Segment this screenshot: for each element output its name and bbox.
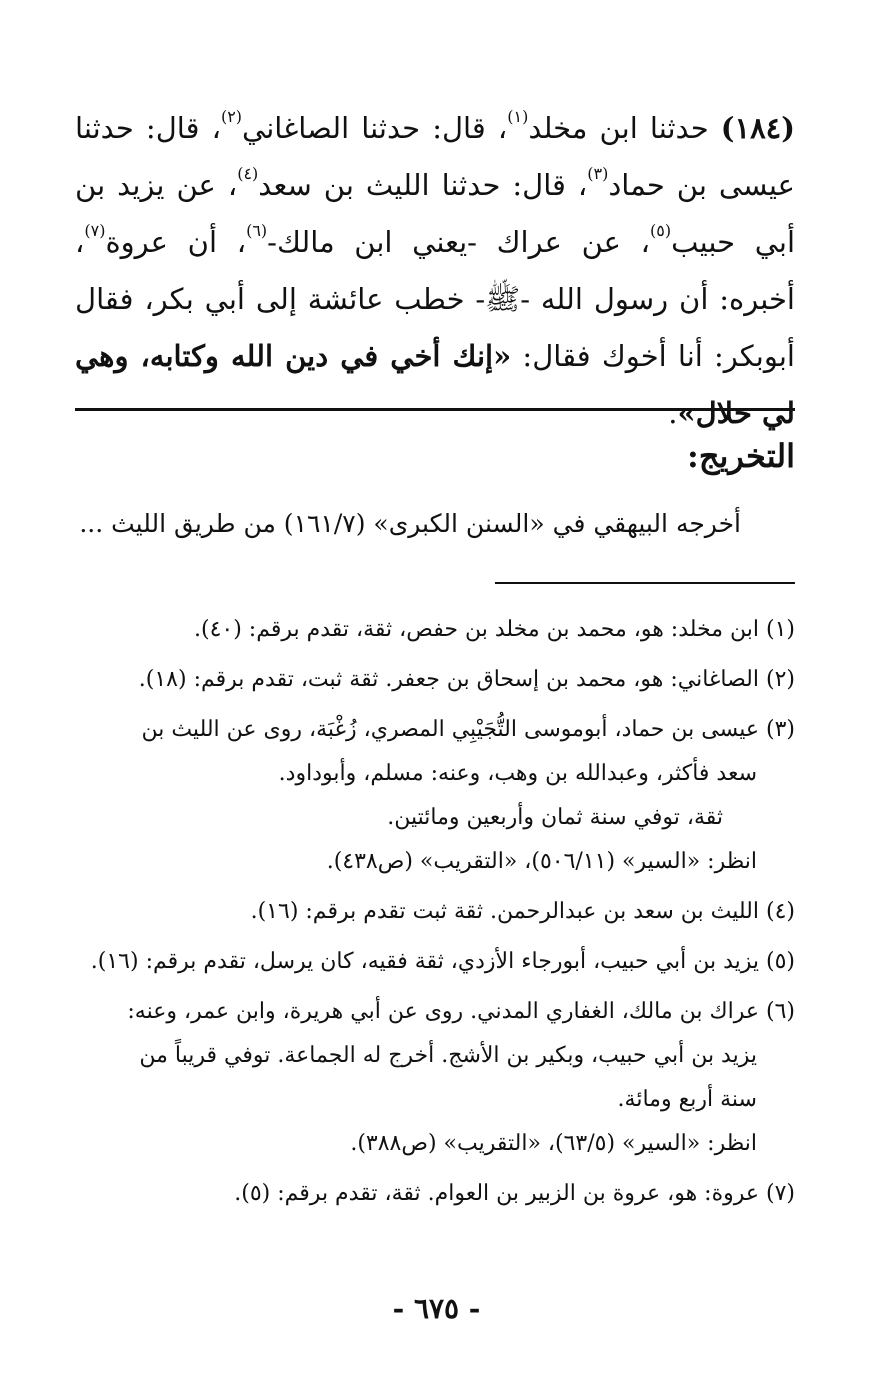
footnote-ref: (٣)	[587, 164, 609, 183]
footnotes	[75, 608, 795, 1222]
footnote-7	[75, 1172, 795, 1216]
footnote-ref: (٦)	[246, 221, 268, 240]
footnote-ref: (٢)	[220, 107, 243, 126]
hadith-segment: ، عن عراك -يعني ابن مالك-	[267, 225, 651, 259]
footnote-line: انظر: «السير» (٥٠٦/١١)، «التقريب» (ص٤٣٨).	[326, 849, 757, 874]
hadith-segment: ، قال: حدثنا عيسى بن حماد	[75, 111, 795, 202]
footnote-line: (٥) يزيد بن أبي حبيب، أبورجاء الأزدي، ثقة فقيه، كان يرسل، تقدم برقم: (١٦).	[90, 949, 795, 974]
footnote-ref: (٧)	[84, 221, 106, 240]
hadith-segment: ، قال: حدثنا الليث بن سعد	[258, 168, 588, 202]
footnote-ref: (٥)	[650, 221, 672, 240]
sentence-end: .	[668, 396, 678, 430]
footnote-divider	[495, 582, 795, 584]
hadith-segment: ، عن يزيد بن أبي حبيب	[75, 168, 795, 259]
footnote-4	[75, 890, 795, 934]
hadith-text	[75, 100, 795, 442]
footnote-6	[75, 990, 795, 1166]
takhrij-text: أخرجه البيهقي في «السنن الكبرى» (١٦١/٧) من طريق الليث ...	[79, 509, 741, 538]
footnote-line: (٤) الليث بن سعد بن عبدالرحمن. ثقة ثبت تقدم برقم: (١٦).	[250, 899, 795, 924]
footnote-line: (٣) عيسى بن حماد، أبوموسى التُّجَيْبِي المصري، زُغْبَة، روى عن الليث بن	[141, 717, 795, 742]
section-divider	[75, 408, 795, 411]
footnote-ref: (١)	[507, 107, 529, 126]
hadith-segment: ، أن عروة	[105, 225, 247, 259]
footnote-line: سنة أربع ومائة.	[617, 1087, 757, 1112]
footnote-line: سعد فأكثر، وعبدالله بن وهب، وعنه: مسلم، وأبوداود.	[278, 761, 757, 786]
footnote-line: انظر: «السير» (٦٣/٥)، «التقريب» (ص٣٨٨).	[350, 1131, 757, 1156]
footnote-line: (٢) الصاغاني: هو، محمد بن إسحاق بن جعفر. ثقة ثبت، تقدم برقم: (١٨).	[138, 667, 795, 692]
footnote-5	[75, 940, 795, 984]
hadith-segment: ، قال: حدثنا الصاغاني	[242, 111, 508, 145]
footnote-line: (٦) عراك بن مالك، الغفاري المدني. روى عن أبي هريرة، وابن عمر، وعنه:	[127, 999, 795, 1024]
hadith-segment: ، أخبره: أن رسول الله -ﷺ- خطب عائشة إلى أبي بكر، فقال أبوبكر: أنا أخوك فقال:	[75, 225, 795, 373]
hadith-segment: حدثنا ابن مخلد	[528, 111, 721, 145]
takhrij-heading: التخريج:	[687, 437, 795, 475]
footnote-ref: (٤)	[237, 164, 259, 183]
footnote-3	[75, 708, 795, 884]
footnote-line: (١) ابن مخلد: هو، محمد بن مخلد بن حفص، ثقة، تقدم برقم: (٤٠).	[194, 617, 795, 642]
footnote-2	[75, 658, 795, 702]
footnote-line: ثقة، توفي سنة ثمان وأربعين ومائتين.	[387, 805, 723, 830]
footnote-line: (٧) عروة: هو، عروة بن الزبير بن العوام. ثقة، تقدم برقم: (٥).	[234, 1181, 795, 1206]
prophet-quote: «إنك أخي في دين الله وكتابه، وهي لي حلال»	[75, 339, 795, 430]
footnote-line: يزيد بن أبي حبيب، وبكير بن الأشج. أخرج له الجماعة. توفي قريباً من	[139, 1043, 757, 1068]
hadith-number: (١٨٤)	[720, 111, 795, 145]
page-number: - ٦٧٥ -	[392, 1292, 481, 1325]
footnote-1	[75, 608, 795, 652]
